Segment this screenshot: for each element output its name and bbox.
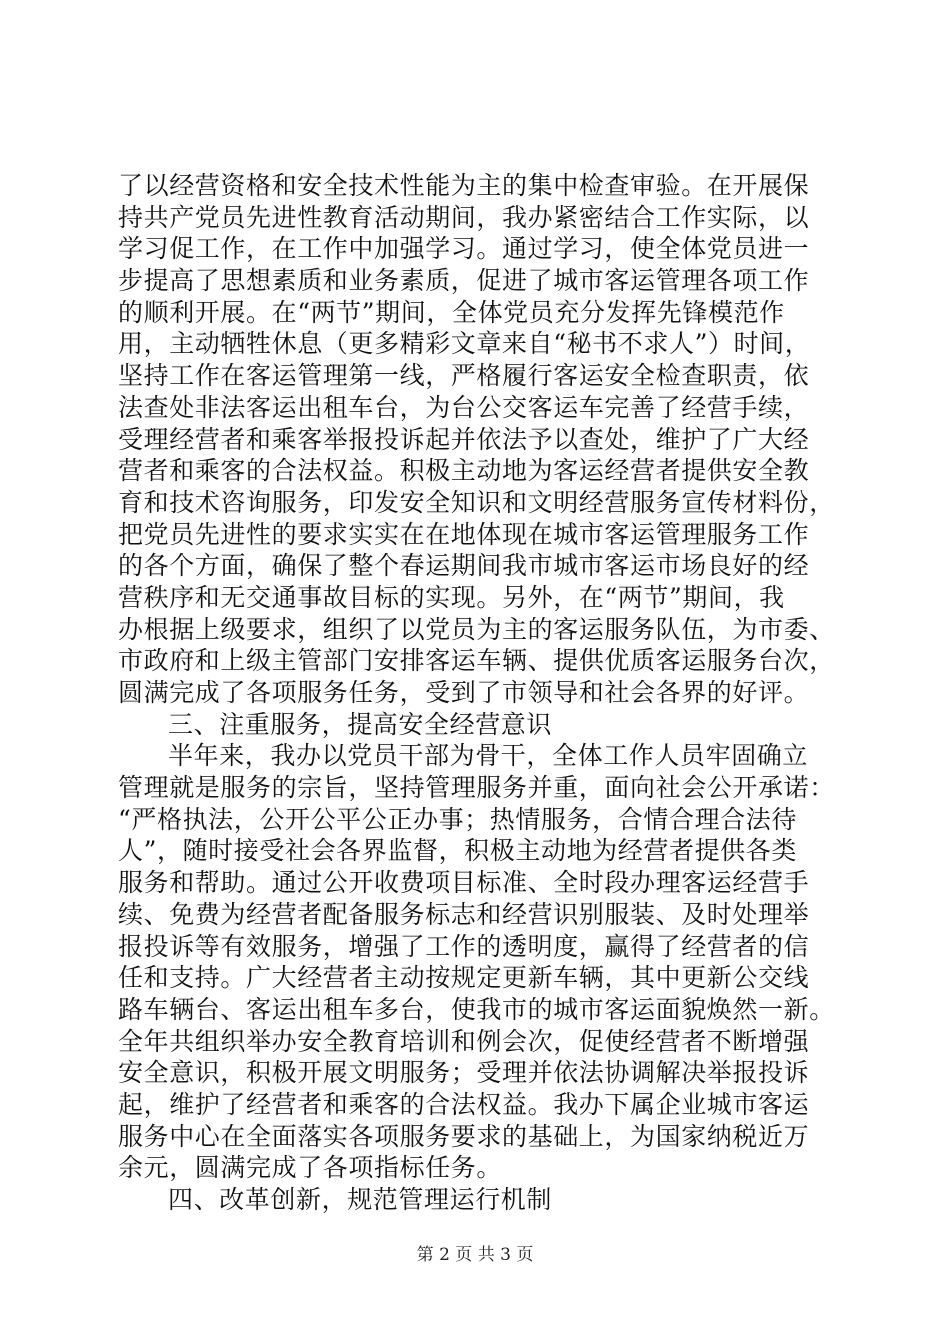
text-line: 把党员先进性的要求实实在在地体现在城市客运管理服务工作 (118, 519, 810, 549)
text-line: 受理经营者和乘客举报投诉起并依法予以查处，维护了广大经 (118, 424, 810, 454)
text-line: 育和技术咨询服务，印发安全知识和文明经营服务宣传材料份， (118, 487, 835, 517)
text-line: 用，主动牺牲休息（更多精彩文章来自“秘书不求人”）时间， (118, 329, 811, 359)
text-line: 人”，随时接受社会各界监督，积极主动地为经营者提供各类 (118, 836, 797, 866)
text-line: 市政府和上级主管部门安排客运车辆、提供优质客运服务台次， (118, 646, 835, 676)
text-line: 步提高了思想素质和业务素质，促进了城市客运管理各项工作 (118, 266, 810, 296)
text-line: 起，维护了经营者和乘客的合法权益。我办下属企业城市客运 (118, 1089, 810, 1119)
text-line: 营者和乘客的合法权益。积极主动地为客运经营者提供安全教 (118, 456, 810, 486)
text-line: 服务中心在全面落实各项服务要求的基础上，为国家纳税近万 (118, 1121, 810, 1151)
text-line: 安全意识，积极开展文明服务；受理并依法协调解决举报投诉 (118, 1058, 810, 1088)
section-heading: 四、改革创新，规范管理运行机制 (168, 1185, 553, 1214)
text-line: 全年共组织举办安全教育培训和例会次，促使经营者不断增强 (118, 1026, 810, 1056)
text-line: 的顺利开展。在“两节”期间，全体党员充分发挥先锋模范作 (118, 297, 785, 327)
text-line: 报投诉等有效服务，增强了工作的透明度，赢得了经营者的信 (118, 931, 810, 961)
text-line: 任和支持。广大经营者主动按规定更新车辆，其中更新公交线 (118, 963, 810, 993)
text-line: 服务和帮助。通过公开收费项目标准、全时段办理客运经营手 (118, 868, 810, 898)
text-line: 的各个方面，确保了整个春运期间我市城市客运市场良好的经 (118, 551, 810, 581)
text-line: 营秩序和无交通事故目标的实现。另外，在“两节”期间，我 (118, 582, 785, 612)
text-line: 持共产党员先进性教育活动期间，我办紧密结合工作实际，以 (118, 202, 810, 232)
text-line: “严格执法，公开公平公正办事；热情服务，合情合理合法待 (118, 804, 797, 834)
text-line: 坚持工作在客运管理第一线，严格履行客运安全检查职责，依 (118, 361, 810, 391)
text-line: 法查处非法客运出租车台，为台公交客运车完善了经营手续， (118, 392, 810, 422)
body-text (118, 170, 838, 1216)
section-heading: 三、注重服务，提高安全经营意识 (168, 709, 553, 739)
text-line: 余元，圆满完成了各项指标任务。 (118, 1153, 503, 1183)
text-line: 续、免费为经营者配备服务标志和经营识别服装、及时处理举 (118, 899, 810, 929)
text-line: 了以经营资格和安全技术性能为主的集中检查审验。在开展保 (118, 171, 810, 200)
text-line: 办根据上级要求，组织了以党员为主的客运服务队伍，为市委、 (118, 614, 835, 644)
text-line: 学习促工作，在工作中加强学习。通过学习，使全体党员进一 (118, 234, 810, 264)
text-line: 半年来，我办以党员干部为骨干，全体工作人员牢固确立 (168, 741, 809, 771)
text-line: 圆满完成了各项服务任务，受到了市领导和社会各界的好评。 (118, 678, 810, 707)
page-footer: 第 2 页 共 3 页 (416, 1245, 534, 1265)
text-line: 管理就是服务的宗旨，坚持管理服务并重，面向社会公开承诺： (118, 773, 835, 803)
text-line: 路车辆台、客运出租车多台，使我市的城市客运面貌焕然一新。 (118, 994, 835, 1024)
